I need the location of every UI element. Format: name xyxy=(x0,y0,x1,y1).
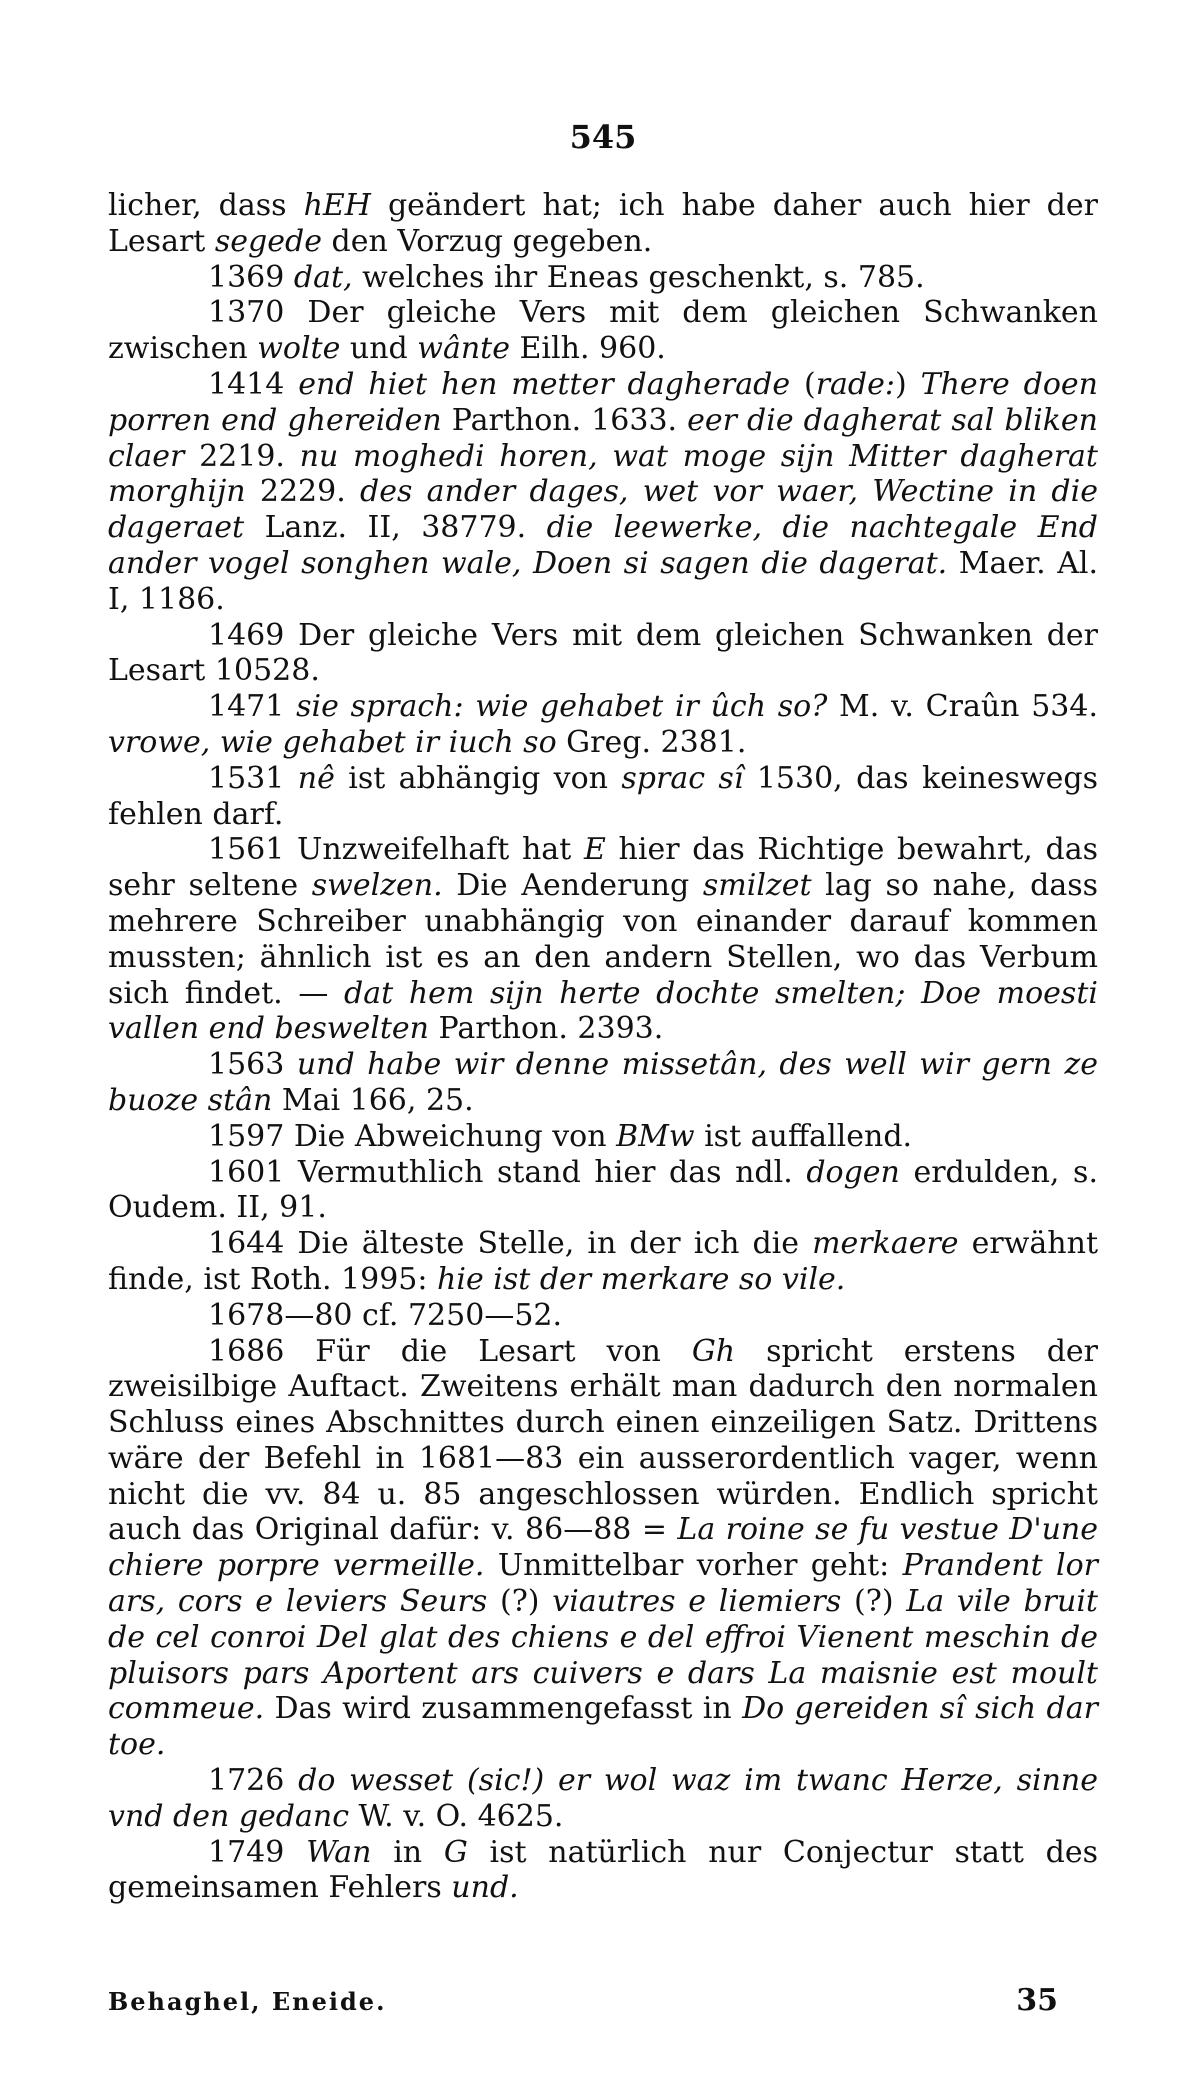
commentary-text: 2229. xyxy=(245,474,361,510)
quoted-text: hie ist der merkare so vile. xyxy=(437,1261,846,1297)
note-paragraph xyxy=(108,689,1098,761)
note-paragraph xyxy=(108,1298,1098,1334)
commentary-text: erwähnt finde, ist Roth. 1995: xyxy=(108,1226,1099,1297)
note-paragraph xyxy=(108,1119,1098,1155)
quoted-text: merkaere xyxy=(812,1226,959,1262)
commentary-text: spricht erstens der zweisilbige Auftact. Zweitens erhält man dadurch den normalen Schluss eines Abschnittes durch einen einzeiligen Satz. Drittens wäre der Befehl in 1681—83 ein ausserordentlich vager, wenn nicht die vv. 84 u. 85 angeschlossen würden. Endlich spricht auch das Original dafür: v. 86—88 = xyxy=(108,1333,1099,1548)
quoted-text: dat, xyxy=(293,259,353,295)
quoted-text: Gh xyxy=(691,1333,736,1369)
quoted-text: swelzen. xyxy=(311,868,443,904)
commentary-text: ( xyxy=(790,366,816,402)
commentary-text: und xyxy=(340,331,418,367)
note-paragraph xyxy=(108,832,1098,1047)
quoted-text: BMw xyxy=(616,1118,695,1154)
page-footer xyxy=(108,1983,1098,2018)
quoted-text: nê xyxy=(297,760,335,796)
note-paragraph xyxy=(108,295,1098,367)
commentary-text: W. v. O. 4625. xyxy=(349,1798,564,1834)
commentary-text: den Vorzug gegeben. xyxy=(321,223,653,259)
commentary-text: ist abhängig von xyxy=(334,760,622,796)
quoted-text: nu moghedi horen, wat moge sijn Mitter dagherat morghijn xyxy=(108,438,1098,510)
commentary-text: ) xyxy=(895,366,921,402)
quoted-text: hEH xyxy=(303,188,371,223)
quoted-text: There doen porren end ghereiden xyxy=(108,366,1098,438)
quoted-text: sie sprach: wie gehabet ir ûch so? xyxy=(296,689,828,725)
commentary-text: 1749 xyxy=(208,1834,307,1870)
commentary-text: ist auffallend. xyxy=(694,1118,913,1154)
commentary-text: 1369 xyxy=(208,259,294,295)
commentary-text: Eilh. 960. xyxy=(510,331,666,367)
commentary-text: Greg. 2381. xyxy=(556,724,747,760)
commentary-text: 1678—80 cf. 7250—52. xyxy=(208,1297,563,1333)
quoted-text: wolte xyxy=(257,331,341,367)
note-paragraph xyxy=(108,1155,1098,1227)
commentary-text: Parthon. 2393. xyxy=(428,1011,664,1047)
commentary-text: (?) xyxy=(841,1584,907,1620)
note-paragraph xyxy=(108,1334,1098,1764)
commentary-text: Lanz. II, 38779. xyxy=(244,510,547,546)
quoted-text: Do gereiden sî sich dar toe. xyxy=(108,1691,1098,1763)
commentary-text: Das wird zusammengefasst in xyxy=(264,1691,743,1727)
commentary-text: 1644 Die älteste Stelle, in der ich die xyxy=(208,1226,813,1262)
signature-mark: Behaghel, Eneide. xyxy=(108,1987,387,2016)
quoted-text: viautres e liemiers xyxy=(552,1584,842,1620)
commentary-text: 1563 xyxy=(208,1047,297,1083)
quoted-text: sprac sî xyxy=(621,760,744,796)
sheet-number: 35 xyxy=(1016,1983,1058,2018)
note-paragraph xyxy=(108,1047,1098,1119)
commentary-text: licher, dass xyxy=(108,188,304,223)
quoted-text: wânte xyxy=(417,331,510,367)
commentary-text: 1471 xyxy=(208,689,297,725)
commentary-text: Parthon. 1633. xyxy=(441,402,688,438)
quoted-text: dat hem sijn herte dochte smelten; Doe moesti vallen end beswelten xyxy=(108,975,1098,1047)
quoted-text: Wan xyxy=(306,1834,372,1870)
page-number: 545 xyxy=(569,118,637,156)
commentary-text: Maer. Al. I, 1186. xyxy=(108,545,1098,617)
commentary-text: 1601 Vermuthlich stand hier das ndl. xyxy=(208,1154,807,1190)
quoted-text: G xyxy=(443,1834,468,1870)
commentary-text: Mai 166, 25. xyxy=(272,1082,474,1118)
commentary-text: hier das Richtige bewahrt, das sehr seltene xyxy=(108,832,1098,904)
quoted-text: eer die dagherat sal bliken claer xyxy=(108,402,1098,474)
commentary-text: in xyxy=(371,1834,444,1870)
note-paragraph xyxy=(108,1835,1098,1907)
quoted-text: rade: xyxy=(815,366,895,402)
quoted-text: dogen xyxy=(806,1154,900,1190)
quoted-text: Prandent lor ars, cors e leviers Seurs xyxy=(108,1548,1098,1620)
commentary-body xyxy=(108,188,1098,1906)
quoted-text: La vile bruit de cel conroi Del glat des chiens e del effroi Vienent meschin de pluisors pars Aportent ars cuivers e dars La maisnie est moult commeue. xyxy=(108,1584,1098,1727)
page-content xyxy=(108,118,1098,1906)
commentary-text: 2219. xyxy=(184,438,300,474)
commentary-text: 1414 xyxy=(208,366,299,402)
commentary-text: Unmittelbar vorher geht: xyxy=(484,1548,903,1584)
commentary-text: 1370 Der gleiche Vers mit dem gleichen Schwanken zwischen xyxy=(108,295,1098,367)
commentary-text: erdulden, s. Oudem. II, 91. xyxy=(108,1154,1098,1226)
note-paragraph xyxy=(108,260,1098,296)
commentary-text: (?) xyxy=(487,1584,553,1620)
note-paragraph xyxy=(108,618,1098,690)
quoted-text: segede xyxy=(214,223,322,259)
quoted-text: und habe wir denne missetân, des well wir gern ze buoze stân xyxy=(108,1047,1098,1118)
note-paragraph xyxy=(108,1226,1098,1298)
quoted-text: end hiet hen metter dagherade xyxy=(298,366,791,402)
commentary-text: lag so nahe, dass mehrere Schreiber unabhängig von einander darauf kommen mussten; ähnlich ist es an den andern Stellen, wo das Verbum sich findet. — xyxy=(108,868,1098,1011)
commentary-text: 1530, das keineswegs fehlen darf. xyxy=(108,760,1098,832)
note-paragraph xyxy=(108,1763,1098,1835)
quoted-text: E xyxy=(583,832,606,868)
quoted-text: des ander dages, wet vor waer, Wectine in die dageraet xyxy=(108,474,1098,546)
commentary-text: 1686 Für die Lesart von xyxy=(208,1333,692,1369)
commentary-text: welches ihr Eneas geschenkt, s. 785. xyxy=(352,259,925,295)
quoted-text: die leewerke, die nachtegale End ander vogel songhen wale, Doen si sagen die dagerat. xyxy=(108,510,1098,581)
note-paragraph xyxy=(108,761,1098,833)
commentary-text: geändert hat; ich habe daher auch hier der Lesart xyxy=(108,188,1098,259)
quoted-text: do wesset (sic!) er wol waz im twanc Herze, sinne vnd den gedanc xyxy=(108,1763,1098,1834)
note-paragraph xyxy=(108,367,1098,618)
quoted-text: und. xyxy=(451,1870,519,1906)
commentary-text: 1531 xyxy=(208,760,298,796)
quoted-text: smilzet xyxy=(702,868,812,904)
quoted-text: La roine se fu vestue D'une chiere porpre vermeille. xyxy=(108,1512,1098,1584)
commentary-text: Die Aenderung xyxy=(442,868,703,904)
quoted-text: vrowe, wie gehabet ir iuch so xyxy=(108,724,557,760)
commentary-text: 1726 xyxy=(208,1763,299,1799)
commentary-text: M. v. Craûn 534. xyxy=(827,689,1098,725)
commentary-text: 1597 Die Abweichung von xyxy=(208,1118,617,1154)
commentary-text: 1469 Der gleiche Vers mit dem gleichen Schwanken der Lesart 10528. xyxy=(108,617,1098,689)
commentary-text: 1561 Unzweifelhaft hat xyxy=(208,832,584,868)
continuation-paragraph xyxy=(108,188,1098,260)
commentary-text: ist natürlich nur Conjectur statt des gemeinsamen Fehlers xyxy=(108,1834,1098,1906)
